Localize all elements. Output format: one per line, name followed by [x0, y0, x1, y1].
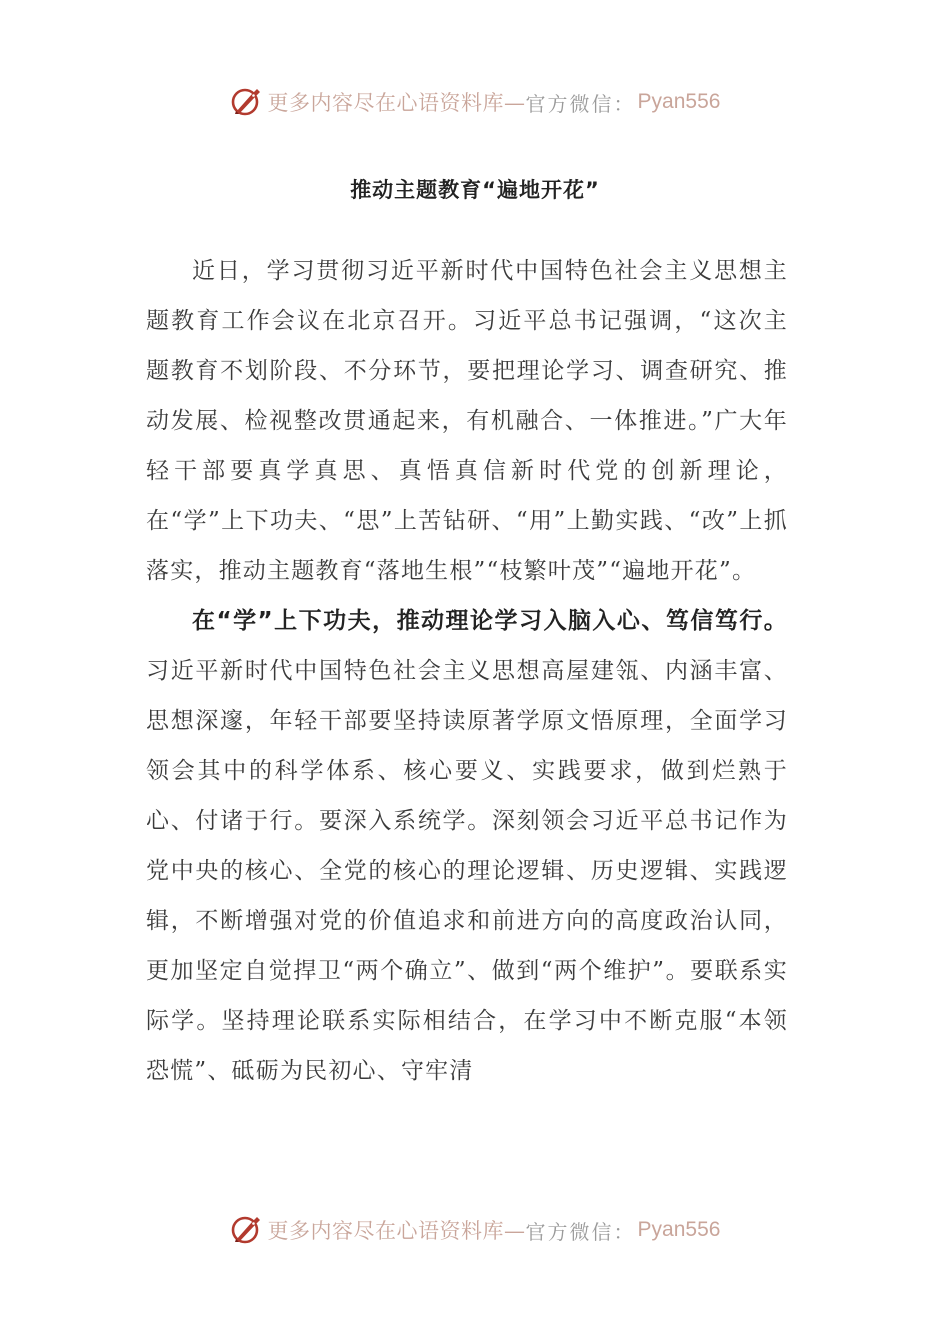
banner-wechat-label: 官方微信： [525, 91, 636, 116]
banner-wechat-id: Pyan556 [637, 1218, 721, 1241]
paragraph-1-text: 近日，学习贯彻习近平新时代中国特色社会主义思想主题教育工作会议在北京召开。习近平总书记强调，“这次主题教育不划阶段、不分环节，要把理论学习、调查研究、推动发展、检视整改贯通起来，有机融合、一体推进。”广大年轻干部要真学真思、真悟真信新时代党的创新理论，在“学”上下功夫、“思”上苦钻研、“用”上勤实践、“改”上抓落实，推动主题教育“落地生根”“枝繁叶茂”“遍地开花”。 [146, 258, 788, 584]
banner-wechat-id: Pyan556 [637, 90, 721, 113]
banner-text: 更多内容尽在心语资料库— [267, 1219, 526, 1243]
pen-logo-icon [230, 85, 264, 119]
banner-text: 更多内容尽在心语资料库— [267, 91, 526, 115]
paragraph-2-lead: 在“学”上下功夫，推动理论学习入脑入心、笃信笃行。 [192, 608, 788, 634]
header-banner [0, 82, 950, 122]
document-body [146, 246, 788, 1096]
paragraph-2-text: 习近平新时代中国特色社会主义思想高屋建瓴、内涵丰富、思想深邃，年轻干部要坚持读原著学原文悟原理，全面学习领会其中的科学体系、核心要义、实践要求，做到烂熟于心、付诸于行。要深入系统学。深刻领会习近平总书记作为党中央的核心、全党的核心的理论逻辑、历史逻辑、实践逻辑，不断增强对党的价值追求和前进方向的高度政治认同，更加坚定自觉捍卫“两个确立”、做到“两个维护”。要联系实际学。坚持理论联系实际相结合，在学习中不断克服“本领恐慌”、砥砺为民初心、守牢清 [146, 658, 788, 1084]
paragraph-1 [146, 246, 788, 596]
document-title: 推动主题教育“遍地开花” [350, 178, 600, 202]
pen-logo-icon [230, 1213, 264, 1247]
footer-banner [0, 1210, 950, 1250]
banner-wechat-label: 官方微信： [525, 1219, 636, 1244]
paragraph-2 [146, 596, 788, 1096]
